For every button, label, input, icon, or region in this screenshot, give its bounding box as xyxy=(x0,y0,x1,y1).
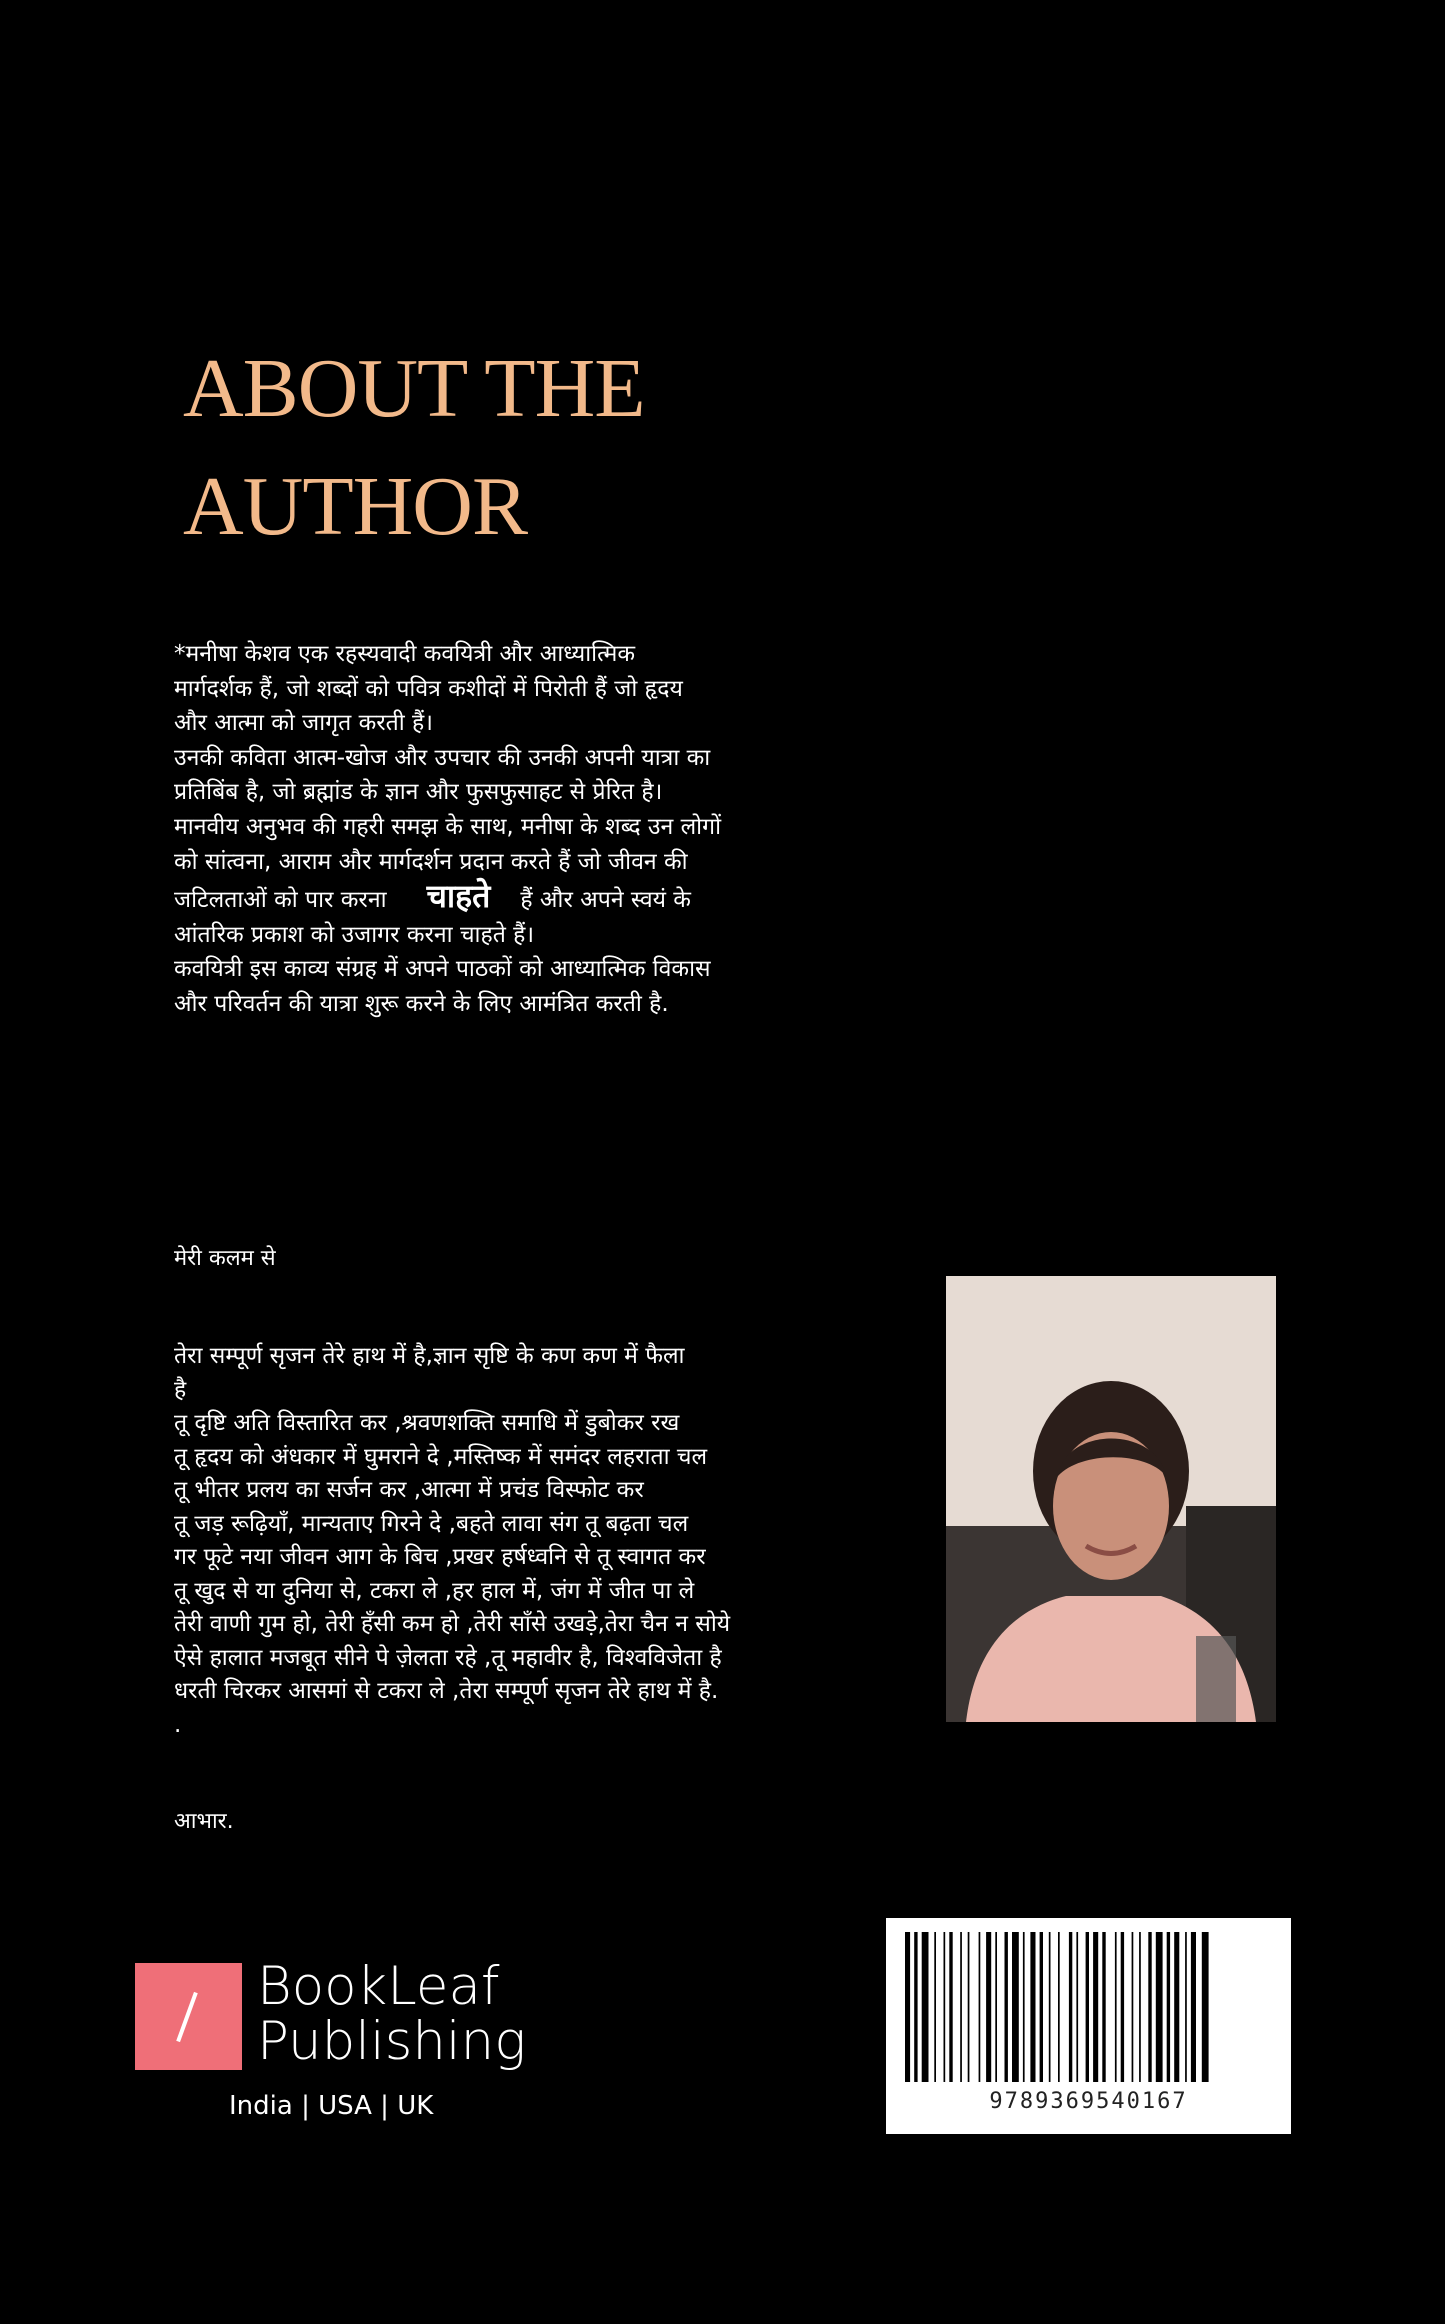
barcode-bar xyxy=(1102,1932,1105,2082)
barcode-bar xyxy=(1023,1932,1025,2082)
barcode-icon xyxy=(905,1932,1271,2082)
bio-line: प्रतिबिंब है, जो ब्रह्मांड के ज्ञान और फुसफुसाहट से प्रेरित है। xyxy=(174,779,663,806)
bio-line: कवयित्री इस काव्य संग्रह में अपने पाठकों को आध्यात्मिक विकास xyxy=(174,956,711,983)
barcode-bar xyxy=(1202,1932,1209,2082)
bio-line: मानवीय अनुभव की गहरी समझ के साथ, मनीषा के शब्द उन लोगों xyxy=(174,813,722,840)
bio-line: मार्गदर्शक हैं, जो शब्दों को पवित्र कशीदों में पिरोती हैं जो हृदय xyxy=(174,675,683,702)
bio-line: *मनीषा केशव एक रहस्यवादी कवयित्री और आध्यात्मिक xyxy=(174,641,636,667)
barcode-bar xyxy=(1121,1932,1124,2082)
publisher-regions: India | USA | UK xyxy=(229,2091,434,2121)
bio-fragment: जटिलताओं को पार करना xyxy=(174,887,387,914)
barcode-bar xyxy=(1086,1932,1089,2082)
barcode-bar xyxy=(1049,1932,1051,2082)
poem-line: है xyxy=(174,1376,187,1403)
barcode-bar xyxy=(1167,1932,1170,2082)
barcode-bar xyxy=(968,1932,970,2082)
publisher-name-line-2: Publishing xyxy=(257,2011,527,2072)
barcode-bar xyxy=(1058,1932,1060,2082)
isbn-barcode xyxy=(886,1918,1291,2134)
poem-line: तेरी वाणी गुम हो, तेरी हँसी कम हो ,तेरी साँसे उखड़े,तेरा चैन न सोये xyxy=(174,1611,731,1637)
barcode-bar xyxy=(1093,1932,1098,2082)
poem-line: तेरा सम्पूर्ण सृजन तेरे हाथ में है,ज्ञान सृष्टि के कण कण में फैला xyxy=(174,1343,685,1369)
bio-line: को सांत्वना, आराम और मार्गदर्शन प्रदान करते हैं जो जीवन की xyxy=(174,848,688,875)
barcode-bar xyxy=(905,1932,910,2082)
heading-line-2: AUTHOR xyxy=(183,460,527,553)
publisher-name-line-1: BookLeaf xyxy=(257,1956,500,2017)
barcode-bar xyxy=(934,1932,936,2082)
thanks-text: आभार. xyxy=(174,1809,234,1834)
barcode-bar xyxy=(1156,1932,1163,2082)
poem-line: ऐसे हालात मजबूत सीने पे ज़ेलता रहे ,तू महावीर है, विश्वविजेता है xyxy=(174,1644,722,1671)
poem-line: तू जड़ रूढ़ियाँ, मान्यताए गिरने दे ,बहते लावा संग तू बढ़ता चल xyxy=(174,1510,689,1537)
barcode-bar xyxy=(979,1932,981,2082)
barcode-bar xyxy=(944,1932,946,2082)
barcode-bar xyxy=(922,1932,929,2082)
bio-line: और आत्मा को जागृत करती हैं। xyxy=(174,710,433,737)
poem-line: तू दृष्टि अति विस्तारित कर ,श्रवणशक्ति समाधि में डुबोकर रख xyxy=(174,1410,680,1436)
poem xyxy=(174,1340,874,1742)
barcode-bar xyxy=(1148,1932,1151,2082)
bio-fragment: हैं और अपने स्वयं के xyxy=(520,887,691,914)
barcode-bar xyxy=(1040,1932,1043,2082)
barcode-bar xyxy=(995,1932,997,2082)
poem-heading: मेरी कलम से xyxy=(174,1246,276,1271)
barcode-bar xyxy=(1012,1932,1019,2082)
author-portrait-icon xyxy=(946,1276,1276,1722)
logo-slash-icon xyxy=(135,1963,242,2070)
bio-line: और परिवर्तन की यात्रा शुरू करने के लिए आमंत्रित करती है. xyxy=(174,990,669,1017)
poem-line: तू खुद से या दुनिया से, टकरा ले ,हर हाल में, जंग में जीत पा ले xyxy=(174,1577,695,1604)
barcode-bar xyxy=(1132,1932,1134,2082)
barcode-bar xyxy=(949,1932,952,2082)
poem-line: तू हृदय को अंधकार में घुमराने दे ,मस्तिष्क में समंदर लहराता चल xyxy=(174,1443,708,1470)
bio-line: आंतरिक प्रकाश को उजागर करना चाहते हैं। xyxy=(174,921,535,948)
author-bio xyxy=(174,637,874,1022)
heading-line-1: ABOUT THE xyxy=(183,342,645,435)
barcode-bar xyxy=(960,1932,962,2082)
barcode-bar xyxy=(1191,1932,1196,2082)
barcode-bar xyxy=(1139,1932,1141,2082)
barcode-bar xyxy=(1030,1932,1035,2082)
bio-line-mixed xyxy=(174,879,874,918)
barcode-bar xyxy=(1185,1932,1187,2082)
barcode-bar xyxy=(986,1932,991,2082)
barcode-bar xyxy=(1174,1932,1179,2082)
about-author-heading xyxy=(183,330,645,566)
bio-line: उनकी कविता आत्म-खोज और उपचार की उनकी अपनी यात्रा का xyxy=(174,744,711,771)
barcode-bar xyxy=(1076,1932,1078,2082)
poem-line: गर फूटे नया जीवन आग के बिच ,प्रखर हर्षध्वनि से तू स्वागत कर xyxy=(174,1544,706,1570)
isbn-number: 9789369540167 xyxy=(989,2089,1188,2114)
poem-line: . xyxy=(174,1711,182,1738)
poem-line: तू भीतर प्रलय का सर्जन कर ,आत्मा में प्रचंड विस्फोट कर xyxy=(174,1477,644,1503)
barcode-bar xyxy=(1005,1932,1008,2082)
poem-line: धरती चिरकर आसमां से टकरा ले ,तेरा सम्पूर्ण सृजन तेरे हाथ में है. xyxy=(174,1678,719,1704)
barcode-bar xyxy=(1069,1932,1072,2082)
author-photo xyxy=(946,1276,1276,1722)
barcode-bar xyxy=(1115,1932,1117,2082)
bio-emphasis: चाहते xyxy=(426,877,491,916)
barcode-bar xyxy=(914,1932,917,2082)
